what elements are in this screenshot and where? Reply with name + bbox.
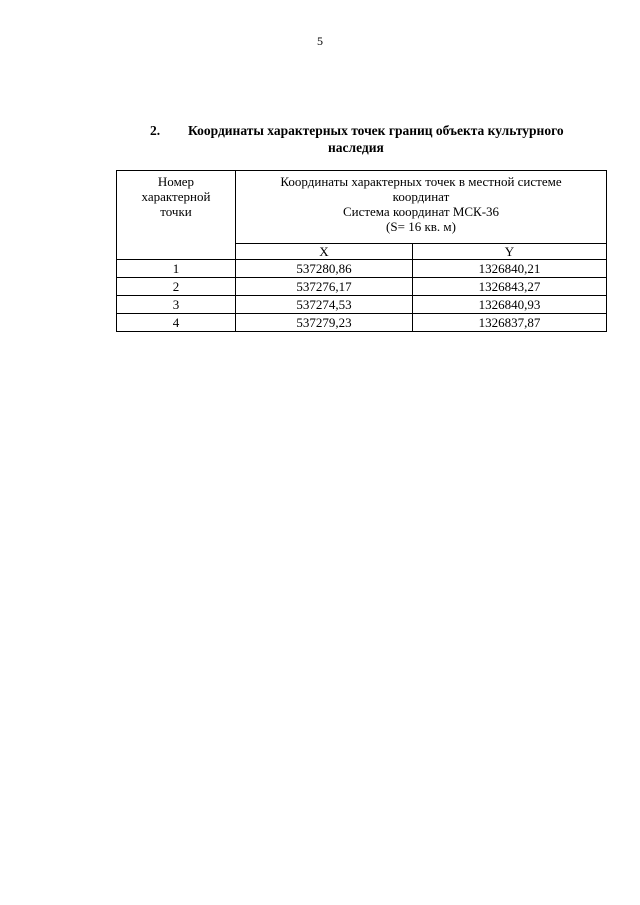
section-title-line-1: Координаты характерных точек границ объекта культурного (188, 123, 564, 138)
cell-point-number: 3 (117, 296, 236, 314)
header-y: Y (413, 244, 607, 260)
table-row (117, 278, 607, 296)
cell-y: 1326837,87 (413, 314, 607, 332)
cell-x: 537279,23 (236, 314, 413, 332)
table-header-row (117, 171, 607, 244)
coordinates-table (116, 170, 607, 332)
cell-x: 537274,53 (236, 296, 413, 314)
cell-y: 1326840,21 (413, 260, 607, 278)
header-point-number-line: характерной (141, 189, 211, 204)
cell-point-number: 2 (117, 278, 236, 296)
header-coords-line: Координаты характерных точек в местной системе (280, 174, 562, 189)
header-coords-line: (S= 16 кв. м) (386, 219, 456, 234)
page-number: 5 (317, 34, 323, 48)
header-x: X (236, 244, 413, 260)
header-coords-line: координат (392, 189, 450, 204)
cell-x: 537276,17 (236, 278, 413, 296)
cell-point-number: 1 (117, 260, 236, 278)
section-number: 2. (150, 123, 161, 138)
header-coordinates-title (236, 171, 607, 244)
cell-y: 1326843,27 (413, 278, 607, 296)
table-row (117, 296, 607, 314)
header-point-number-line: точки (160, 204, 192, 219)
header-point-number (117, 171, 236, 260)
cell-x: 537280,86 (236, 260, 413, 278)
header-point-number-line: Номер (157, 174, 195, 189)
table-row (117, 260, 607, 278)
section-title-line-2: наследия (328, 140, 384, 155)
table-row (117, 314, 607, 332)
header-coords-line: Система координат МСК-36 (342, 204, 500, 219)
cell-y: 1326840,93 (413, 296, 607, 314)
cell-point-number: 4 (117, 314, 236, 332)
